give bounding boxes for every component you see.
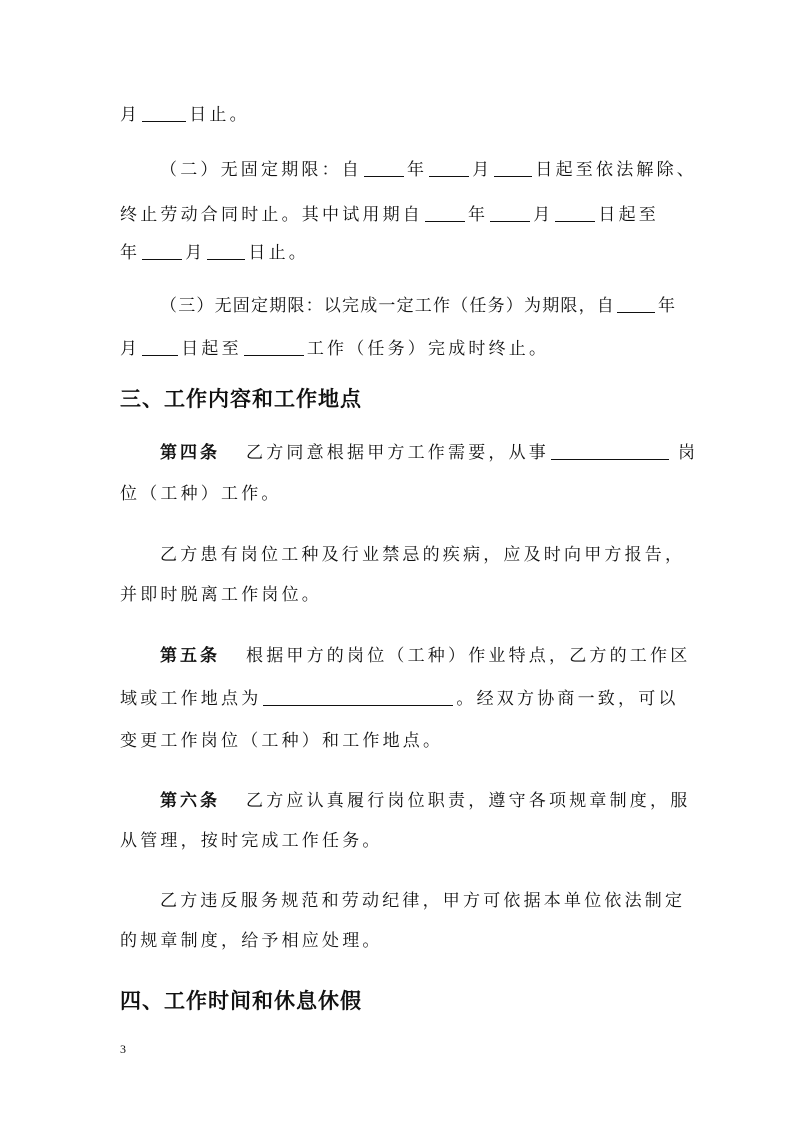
text: 日起至	[598, 205, 660, 225]
article-5-line-3: 变更工作岗位（工种）和工作地点。	[120, 731, 444, 751]
article-6-title: 第六条	[160, 791, 220, 811]
text: 年	[120, 243, 141, 263]
article-4-line-1	[160, 442, 698, 464]
day-blank[interactable]	[207, 243, 245, 260]
section-heading-3: 三、工作内容和工作地点	[120, 386, 362, 411]
article-4-line-2: 位（工种）工作。	[120, 484, 282, 504]
text: 日止。	[189, 105, 250, 125]
text: 日起至	[181, 339, 242, 359]
text: 年	[468, 205, 489, 225]
month-blank[interactable]	[429, 160, 469, 177]
term-line-3	[120, 204, 659, 226]
text: 根据甲方的岗位（工种）作业特点，乙方的工作区	[246, 646, 691, 666]
day-blank[interactable]	[555, 205, 595, 222]
article-4-title: 第四条	[160, 443, 220, 463]
paragraph-line: 乙方违反服务规范和劳动纪律，甲方可依据本单位依法制定	[160, 891, 686, 911]
term-line-6	[120, 338, 549, 360]
paragraph-line: 乙方患有岗位工种及行业禁忌的疾病，应及时向甲方报告，	[160, 545, 686, 565]
text: 乙方同意根据甲方工作需要，从事	[246, 443, 549, 463]
year-blank[interactable]	[364, 160, 404, 177]
page-number: 3	[120, 1042, 126, 1056]
text: （二）无固定期限：自	[160, 160, 362, 180]
text: 域或工作地点为	[120, 689, 262, 709]
term-line-4	[120, 242, 309, 264]
text: 月	[185, 243, 206, 263]
month-blank[interactable]	[490, 205, 530, 222]
text: 工作（任务）完成时终止。	[306, 339, 550, 359]
article-6-line-1	[160, 790, 690, 812]
text: 岗	[678, 443, 699, 463]
text: 月	[120, 339, 141, 359]
article-5-title: 第五条	[160, 646, 220, 666]
text: 月	[533, 205, 554, 225]
day-blank[interactable]	[142, 339, 178, 356]
text: 月	[472, 160, 493, 180]
month-blank[interactable]	[142, 243, 182, 260]
day-blank[interactable]	[494, 160, 532, 177]
text: 。经双方协商一致，可以	[456, 689, 679, 709]
text: （三）无固定期限：以完成一定工作（任务）为期限，自	[160, 296, 615, 316]
year-blank[interactable]	[617, 296, 655, 313]
text: 年	[407, 160, 428, 180]
term-line-1	[120, 104, 250, 126]
article-5-line-2	[120, 688, 679, 710]
text: 月	[120, 105, 141, 125]
work-location-blank[interactable]	[263, 689, 453, 706]
text: 日止。	[248, 243, 310, 263]
article-5-line-1	[160, 645, 690, 667]
year-blank[interactable]	[425, 205, 465, 222]
term-line-2	[160, 159, 697, 181]
paragraph-line: 并即时脱离工作岗位。	[120, 585, 322, 605]
article-6-line-2: 从管理，按时完成工作任务。	[120, 831, 383, 851]
paragraph-line: 的规章制度，给予相应处理。	[120, 931, 383, 951]
text: 日起至依法解除、	[535, 160, 698, 180]
text: 年	[658, 296, 677, 316]
text: 终止劳动合同时止。其中试用期自	[120, 205, 423, 225]
task-blank[interactable]	[244, 339, 304, 356]
section-heading-4: 四、工作时间和休息休假	[120, 988, 362, 1013]
text: 乙方应认真履行岗位职责，遵守各项规章制度，服	[246, 791, 691, 811]
term-line-5	[160, 295, 676, 317]
position-blank[interactable]	[551, 443, 669, 460]
day-blank[interactable]	[142, 105, 186, 122]
